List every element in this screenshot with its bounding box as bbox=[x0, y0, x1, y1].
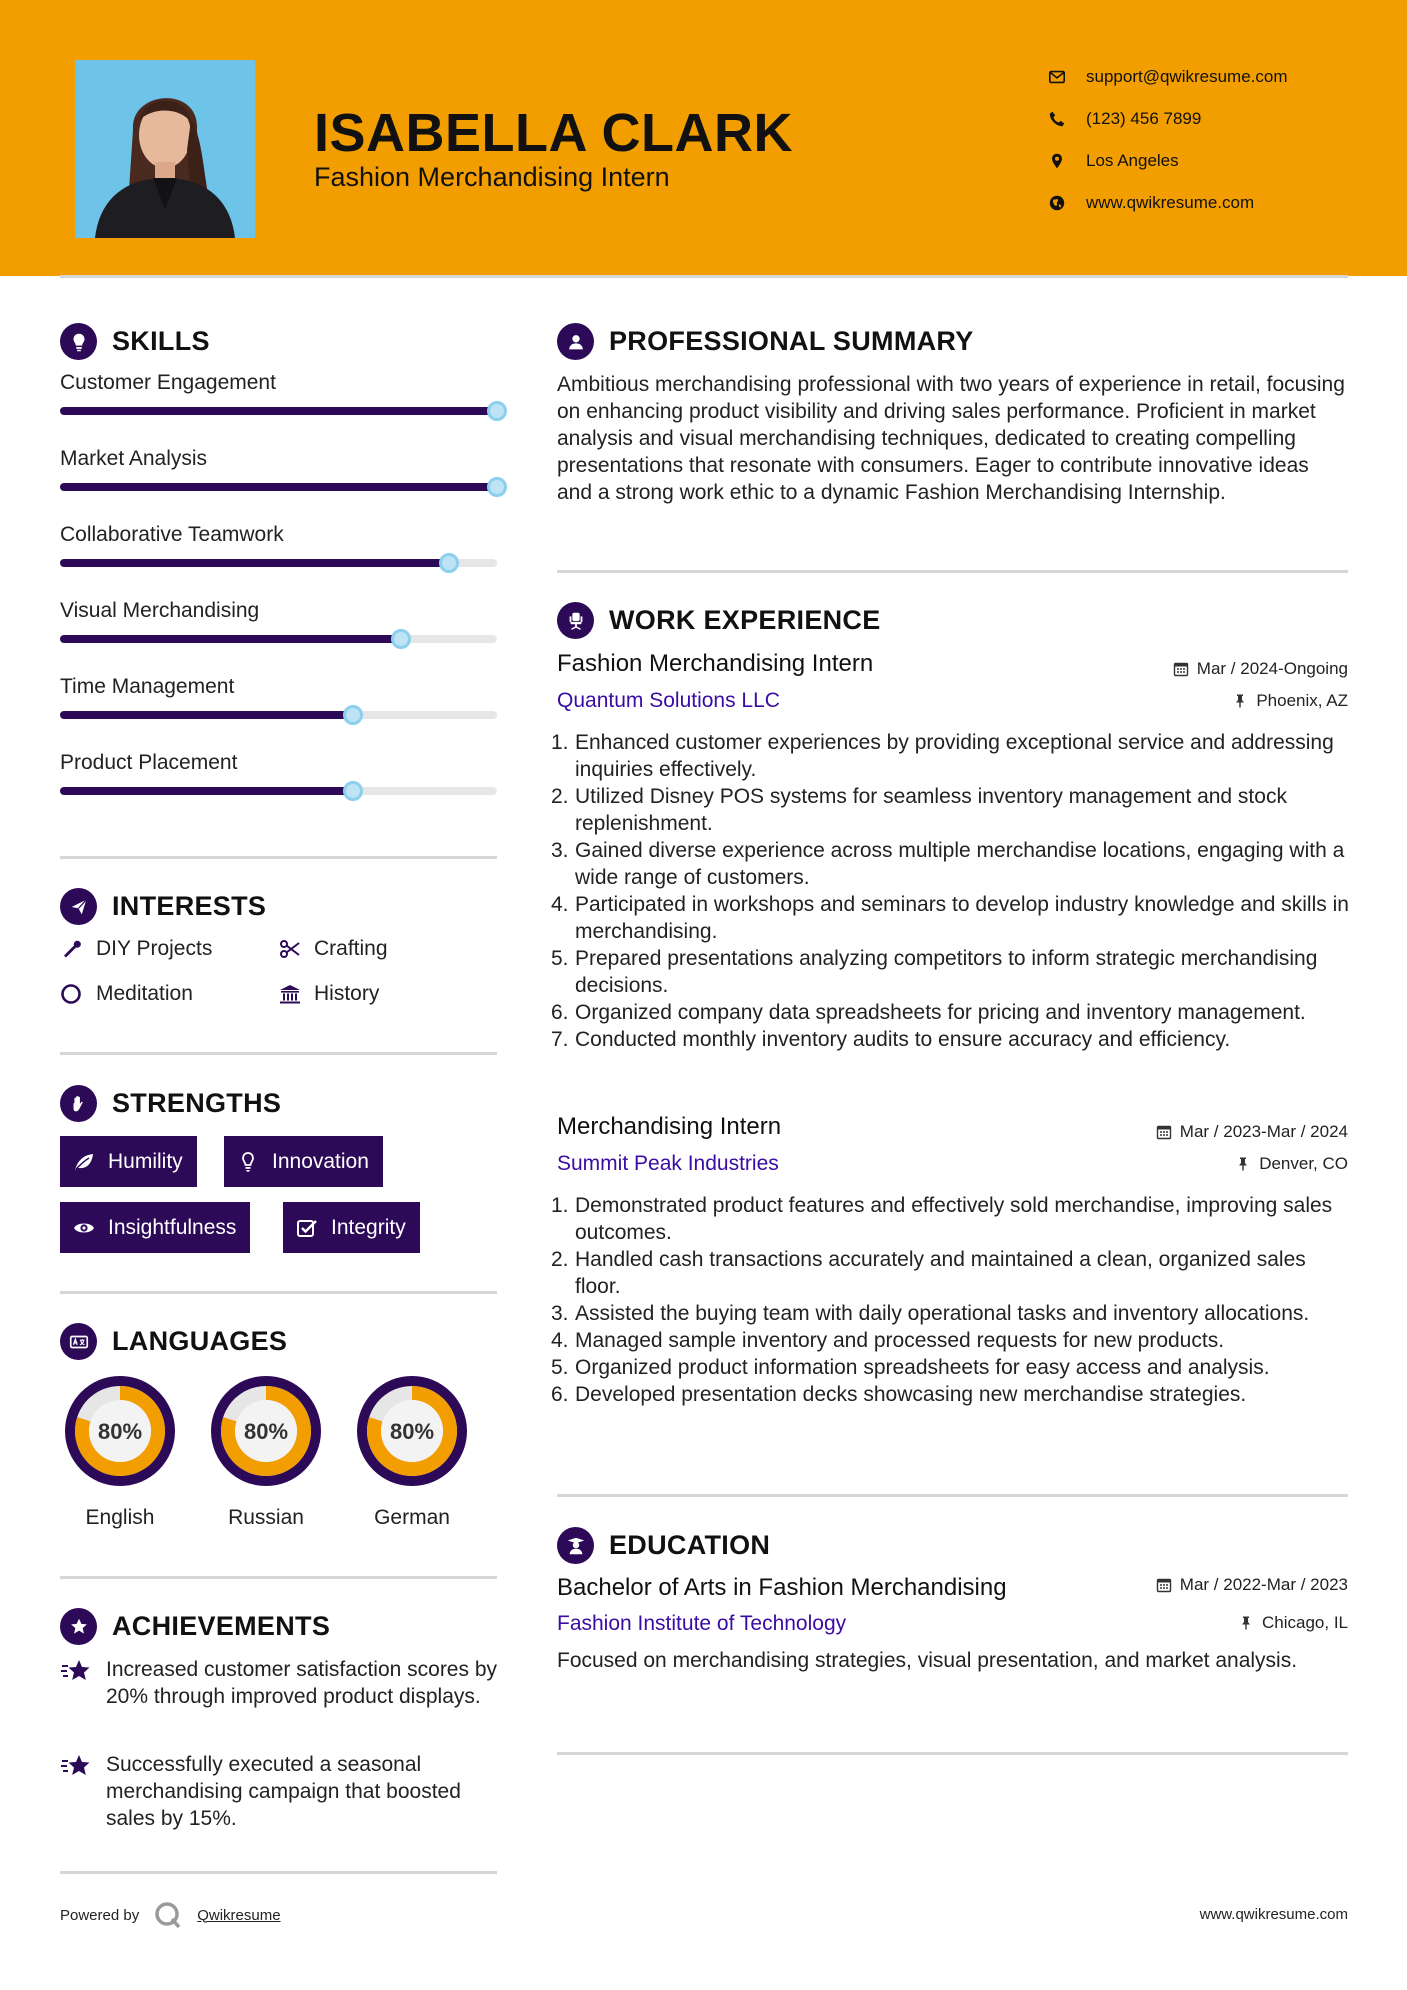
section-divider bbox=[557, 570, 1348, 573]
interest-item bbox=[60, 937, 212, 961]
calendar-icon bbox=[1156, 1124, 1172, 1140]
job-location-text: Denver, CO bbox=[1259, 1154, 1348, 1173]
thumbtack-icon bbox=[1238, 1615, 1254, 1631]
section-divider bbox=[60, 1291, 497, 1294]
job-date-text: Mar / 2023-Mar / 2024 bbox=[1179, 1122, 1348, 1141]
skill-item bbox=[60, 599, 497, 623]
skill-item bbox=[60, 371, 497, 395]
section-divider bbox=[60, 856, 497, 859]
job-bullet: 4. Participated in workshops and seminars to develop industry knowledge and skills in merchandising. bbox=[551, 893, 1349, 943]
achievements-title: ACHIEVEMENTS bbox=[112, 1611, 331, 1641]
education-date-text: Mar / 2022-Mar / 2023 bbox=[1179, 1575, 1348, 1594]
office-chair-icon bbox=[557, 602, 594, 639]
job-bullet: 6. Organized company data spreadsheets for pricing and inventory management. bbox=[551, 1001, 1306, 1024]
job-bullet: 7. Conducted monthly inventory audits to ensure accuracy and efficiency. bbox=[551, 1028, 1231, 1051]
skill-bar-fill bbox=[60, 483, 497, 491]
strength-badge bbox=[60, 1136, 197, 1187]
job-bullet: 1. Demonstrated product features and effectively sold merchandise, improving sales outcomes. bbox=[551, 1194, 1333, 1244]
job-date-text: Mar / 2024-Ongoing bbox=[1196, 659, 1348, 678]
achievement-item bbox=[60, 1656, 500, 1710]
experience-heading bbox=[557, 602, 881, 639]
skill-bar-track bbox=[60, 635, 497, 643]
skills-title: SKILLS bbox=[112, 326, 210, 356]
job-location bbox=[1235, 1154, 1348, 1174]
education-text: Focused on merchandising strategies, visual presentation, and market analysis. bbox=[557, 1649, 1298, 1672]
strength-label: Integrity bbox=[331, 1215, 406, 1239]
contact-website-text: www.qwikresume.com bbox=[1086, 193, 1255, 212]
eye-icon bbox=[72, 1216, 96, 1240]
job-bullet: 3. Gained diverse experience across multiple merchandise locations, engaging with a wide range of customers. bbox=[551, 839, 1345, 889]
envelope-icon bbox=[1048, 68, 1066, 86]
achievements-heading bbox=[60, 1608, 330, 1645]
education-location bbox=[1238, 1613, 1348, 1633]
job-company: Quantum Solutions LLC bbox=[557, 689, 780, 712]
contact-location bbox=[1048, 140, 1288, 182]
languages-title: LANGUAGES bbox=[112, 1326, 288, 1356]
interest-item bbox=[60, 982, 193, 1006]
job-title: Fashion Merchandising Intern bbox=[557, 650, 874, 677]
language-name: Russian bbox=[228, 1506, 304, 1529]
skill-item bbox=[60, 751, 497, 775]
summary-text: Ambitious merchandising professional with two years of experience in retail, focusing on enhancing product visibility and driving sales performance. Proficient in market analysis and visual merchandising techniques, dedicated to creating compelling presentations that resonate with consumers. Eager to contribute innovative ideas and a strong work ethic to a dynamic Fashion Merchandising Internship. bbox=[557, 373, 1345, 504]
strength-badge bbox=[283, 1202, 420, 1253]
section-divider bbox=[557, 1752, 1348, 1755]
lightbulb-icon bbox=[60, 323, 97, 360]
interest-label: DIY Projects bbox=[96, 937, 213, 960]
education-heading bbox=[557, 1527, 770, 1564]
education-location-text: Chicago, IL bbox=[1262, 1613, 1348, 1632]
skill-bar-fill bbox=[60, 635, 401, 643]
contact-phone-text: (123) 456 7899 bbox=[1086, 109, 1202, 128]
job-bullet: 5. Organized product information spreadsheets for easy access and analysis. bbox=[551, 1356, 1270, 1379]
job-location-text: Phoenix, AZ bbox=[1256, 691, 1348, 710]
achievement-text: Increased customer satisfaction scores by 20% through improved product displays. bbox=[106, 1658, 498, 1708]
skill-label: Market Analysis bbox=[60, 447, 208, 470]
experience-title: WORK EXPERIENCE bbox=[609, 605, 881, 635]
interest-label: Crafting bbox=[314, 937, 388, 960]
skill-bar-fill bbox=[60, 559, 449, 567]
language-ring bbox=[351, 1370, 473, 1492]
language-name: German bbox=[374, 1506, 450, 1529]
candidate-role: Fashion Merchandising Intern bbox=[314, 162, 670, 192]
contact-phone[interactable] bbox=[1048, 98, 1288, 140]
language-percent: 80% bbox=[97, 1419, 143, 1444]
candidate-name: ISABELLA CLARK bbox=[314, 103, 793, 163]
strength-badge bbox=[224, 1136, 383, 1187]
contact-email-text: support@qwikresume.com bbox=[1086, 67, 1288, 86]
job-bullet: 6. Developed presentation decks showcasing new merchandise strategies. bbox=[551, 1383, 1247, 1406]
section-divider bbox=[60, 1576, 497, 1579]
skill-bar-track bbox=[60, 787, 497, 795]
calendar-icon bbox=[1156, 1577, 1172, 1593]
language-item bbox=[205, 1370, 327, 1530]
summary-heading bbox=[557, 323, 974, 360]
contact-website[interactable] bbox=[1048, 182, 1288, 224]
star-icon bbox=[60, 1658, 92, 1686]
qwikresume-logo-icon bbox=[153, 1900, 183, 1930]
profile-photo bbox=[75, 60, 255, 238]
powered-by-text: Powered by bbox=[60, 1906, 140, 1924]
job-location bbox=[1232, 691, 1348, 711]
museum-icon bbox=[278, 982, 302, 1006]
skill-bar-fill bbox=[60, 711, 353, 719]
job-company: Summit Peak Industries bbox=[557, 1152, 779, 1175]
interest-label: Meditation bbox=[96, 982, 193, 1005]
job-bullet: 1. Enhanced customer experiences by providing exceptional service and addressing inquiries effectively. bbox=[551, 731, 1334, 781]
skill-bar-track bbox=[60, 483, 497, 491]
strength-label: Humility bbox=[108, 1149, 183, 1173]
interest-label: History bbox=[314, 982, 380, 1005]
skill-bar-knob bbox=[343, 705, 363, 725]
scissors-icon bbox=[278, 937, 302, 961]
thumbtack-icon bbox=[1232, 693, 1248, 709]
graduate-icon bbox=[557, 1527, 594, 1564]
star-icon bbox=[60, 1753, 92, 1781]
job-bullet: 2. Utilized Disney POS systems for seamless inventory management and stock replenishment. bbox=[551, 785, 1287, 835]
skill-bar-knob bbox=[439, 553, 459, 573]
job-date bbox=[1156, 1122, 1348, 1142]
strength-badge bbox=[60, 1202, 250, 1253]
interests-title: INTERESTS bbox=[112, 891, 267, 921]
job-title: Merchandising Intern bbox=[557, 1113, 782, 1140]
skill-bar-knob bbox=[391, 629, 411, 649]
hand-icon bbox=[60, 1085, 97, 1122]
leaf-icon bbox=[72, 1150, 96, 1174]
education-date bbox=[1156, 1575, 1348, 1595]
paper-plane-icon bbox=[60, 888, 97, 925]
contact-location-text: Los Angeles bbox=[1086, 151, 1179, 170]
languages-heading bbox=[60, 1323, 287, 1360]
interest-item bbox=[278, 982, 379, 1006]
strengths-heading bbox=[60, 1085, 281, 1122]
skill-bar-fill bbox=[60, 407, 497, 415]
phone-icon bbox=[1048, 110, 1066, 128]
lightbulb-icon bbox=[236, 1150, 260, 1174]
map-pin-icon bbox=[1048, 152, 1066, 170]
job-date bbox=[1173, 659, 1348, 679]
footer-website[interactable]: www.qwikresume.com bbox=[1199, 1906, 1348, 1923]
achievement-item bbox=[60, 1751, 500, 1832]
footer-powered-by bbox=[60, 1900, 281, 1930]
skill-bar-fill bbox=[60, 787, 353, 795]
section-divider bbox=[557, 1494, 1348, 1497]
job-bullets bbox=[551, 729, 1357, 1053]
education-degree: Bachelor of Arts in Fashion Merchandising bbox=[557, 1574, 1007, 1601]
summary-title: PROFESSIONAL SUMMARY bbox=[609, 326, 974, 356]
strength-label: Innovation bbox=[272, 1149, 369, 1173]
globe-icon bbox=[1048, 194, 1066, 212]
resume-header bbox=[0, 0, 1407, 276]
job-bullet: 3. Assisted the buying team with daily operational tasks and inventory allocations. bbox=[551, 1302, 1310, 1325]
thumbtack-icon bbox=[1235, 1156, 1251, 1172]
skill-item bbox=[60, 523, 497, 547]
wrench-icon bbox=[60, 937, 84, 961]
skill-bar-knob bbox=[487, 477, 507, 497]
language-name: English bbox=[85, 1506, 155, 1529]
job-bullets bbox=[551, 1192, 1357, 1408]
skill-label: Customer Engagement bbox=[60, 371, 276, 394]
skill-label: Visual Merchandising bbox=[60, 599, 260, 622]
skill-bar-knob bbox=[343, 781, 363, 801]
interest-item bbox=[278, 937, 388, 961]
skill-bar-track bbox=[60, 559, 497, 567]
job-bullet: 4. Managed sample inventory and processed requests for new products. bbox=[551, 1329, 1225, 1352]
skill-item bbox=[60, 447, 497, 471]
language-item bbox=[351, 1370, 473, 1530]
check-square-icon bbox=[295, 1216, 319, 1240]
skill-bar-track bbox=[60, 407, 497, 415]
job-bullet: 5. Prepared presentations analyzing competitors to inform strategic merchandising decisions. bbox=[551, 947, 1318, 997]
language-percent: 80% bbox=[389, 1419, 435, 1444]
skill-label: Time Management bbox=[60, 675, 235, 698]
achievement-text: Successfully executed a seasonal merchandising campaign that boosted sales by 15%. bbox=[106, 1753, 461, 1830]
strengths-title: STRENGTHS bbox=[112, 1088, 282, 1118]
interests-heading bbox=[60, 888, 266, 925]
skill-item bbox=[60, 675, 497, 699]
strength-label: Insightfulness bbox=[108, 1215, 237, 1239]
skill-bar-knob bbox=[487, 401, 507, 421]
star-badge-icon bbox=[60, 1608, 97, 1645]
contact-list bbox=[1048, 56, 1288, 224]
education-school: Fashion Institute of Technology bbox=[557, 1612, 847, 1635]
skill-label: Collaborative Teamwork bbox=[60, 523, 284, 546]
skill-bar-track bbox=[60, 711, 497, 719]
language-ring bbox=[59, 1370, 181, 1492]
job-bullet: 2. Handled cash transactions accurately and maintained a clean, organized sales floor. bbox=[551, 1248, 1306, 1298]
user-icon bbox=[557, 323, 594, 360]
language-ring bbox=[205, 1370, 327, 1492]
language-item bbox=[59, 1370, 181, 1530]
section-divider bbox=[60, 1871, 497, 1874]
education-title: EDUCATION bbox=[609, 1530, 771, 1560]
language-percent: 80% bbox=[243, 1419, 289, 1444]
skills-heading bbox=[60, 323, 210, 360]
skill-label: Product Placement bbox=[60, 751, 238, 774]
contact-email[interactable] bbox=[1048, 56, 1288, 98]
header-divider bbox=[60, 275, 1348, 278]
section-divider bbox=[60, 1052, 497, 1055]
language-icon bbox=[60, 1323, 97, 1360]
calendar-icon bbox=[1173, 661, 1189, 677]
qwikresume-link[interactable]: Qwikresume bbox=[197, 1906, 281, 1924]
circle-icon bbox=[60, 982, 84, 1006]
